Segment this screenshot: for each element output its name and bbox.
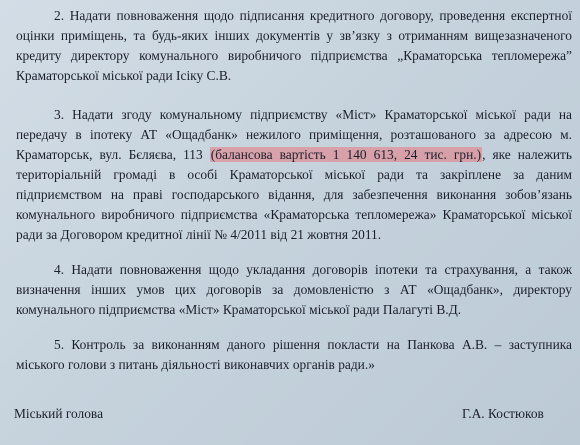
highlighted-balance-value: (балансова вартість 1 140 613, 24 тис. грн.) <box>210 147 482 162</box>
signatory-name: Г.А. Костюков <box>462 406 544 421</box>
paragraph-4: 4. Надати повноваження щодо укладання договорів іпотеки та страхування, а також визначення інших умов цих договорів за домовленістю з АТ «Ощадбанк», директору комунального підприємства «Міст» Краматорської міської ради Палагуті В.Д. <box>16 262 572 317</box>
paragraph-3-text-after: , яке належить територіальній громаді в особі Краматорської міської ради та закріплене за даним підприємством на праві господарського відання, для забезпечення виконання зобов’язань комунального виробничого підприємства «Краматорська тепломережа» Краматорської міської ради за Договором кредитної лінії № 4/2011 від 21 жовтня 2011. <box>16 147 572 242</box>
paragraph-3-text-before: 3. Надати згоду комунальному підприємству «Міст» Краматорської міської ради на передачу в іпотеку АТ «Ощадбанк» нежилого приміщення, розташованого за адресою м. Краматорськ, вул. Бєляєва, 113 <box>16 107 572 162</box>
paragraph-5: 5. Контроль за виконанням даного рішення покласти на Панкова А.В. – заступника міського голови з питань діяльності виконавчих органів ради.» <box>16 337 572 372</box>
document-body <box>16 6 572 394</box>
paragraph-3 <box>16 105 572 245</box>
paragraph-2: 2. Надати повноваження щодо підписання кредитного договору, проведення експертної оцінки приміщень, та будь-яких інших документів у зв’язку з отриманням вищезазначеного кредиту директору комунального виробничого підприємства „Краматорська тепломережа” Краматорської міської ради Ісіку С.В. <box>16 8 572 83</box>
signatory-title: Міський голова <box>14 406 104 421</box>
